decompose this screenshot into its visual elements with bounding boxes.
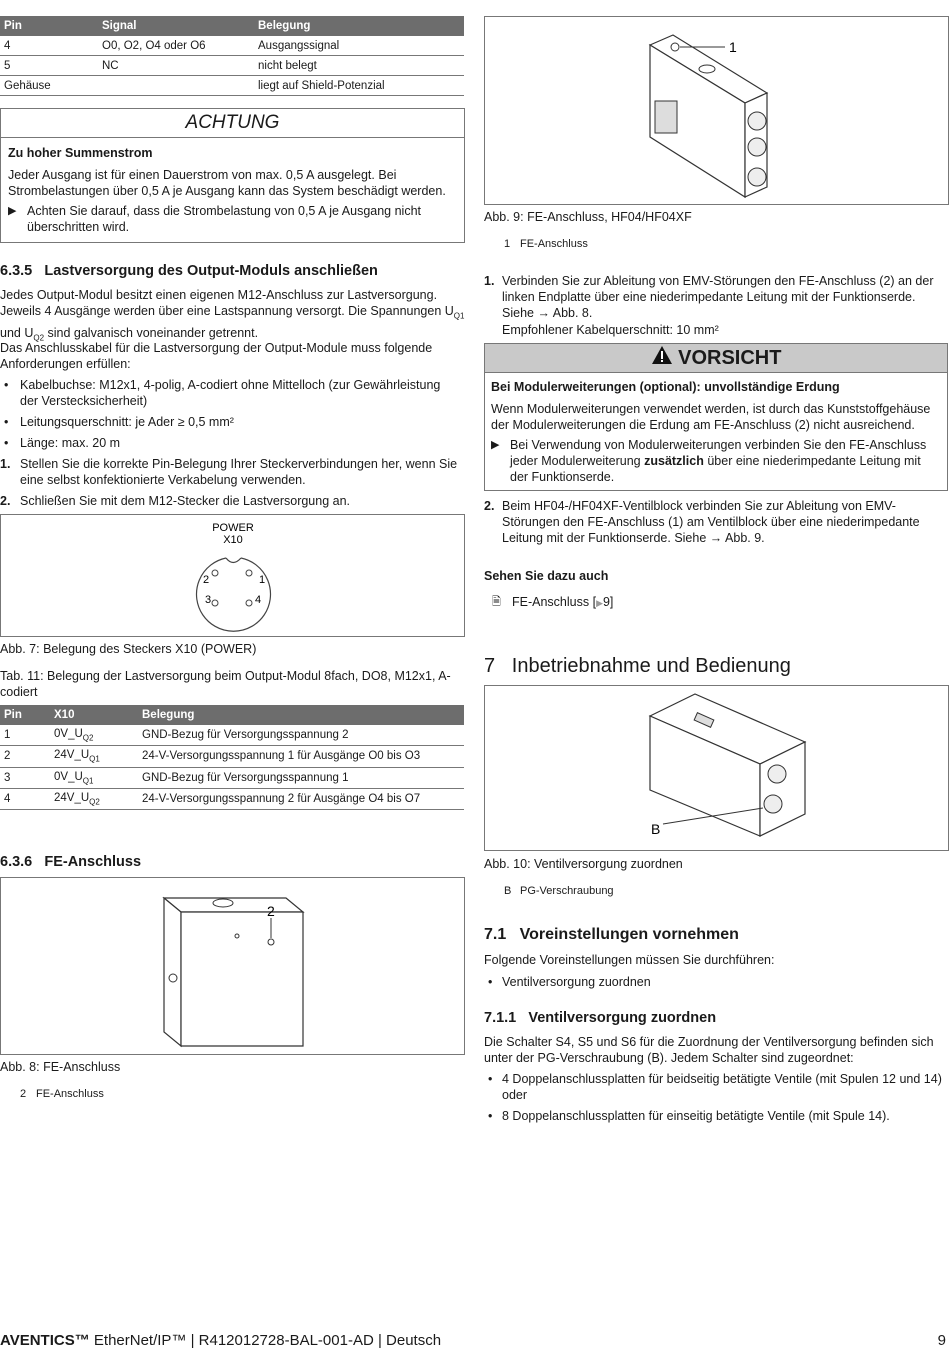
subscript: Q2	[89, 797, 100, 807]
pin-hole	[246, 570, 252, 576]
document-icon: 🗎	[492, 596, 501, 608]
chapter-number: 7	[484, 655, 496, 677]
list-item: 8 Doppelanschlussplatten für einseitig betätigte Ventile (mit Spule 14).	[502, 1109, 890, 1123]
step-text: Empfohlener Kabelquerschnitt: 10 mm²	[502, 323, 719, 337]
section-title: Voreinstellungen vornehmen	[519, 926, 739, 943]
section-title: FE-Anschluss	[44, 854, 142, 870]
pin-header	[655, 101, 677, 133]
paragraph: Folgende Voreinstellungen müssen Sie durchführen:	[484, 953, 775, 967]
legend-number: 1	[504, 238, 511, 250]
notice-text: Wenn Modulerweiterungen verwendet werden, ist durch das Kunststoffgehäuse der Modulerweiterungen die Erdung am FE-Anschluss (2) nicht ausreichend.	[491, 402, 931, 432]
bullet-dot: •	[4, 436, 9, 450]
list-item: Länge: max. 20 m	[20, 436, 121, 450]
table-row	[0, 56, 464, 76]
section-title: Ventilversorgung zuordnen	[528, 1010, 717, 1026]
step-number: 1.	[484, 274, 495, 288]
notice-title: ACHTUNG	[1, 109, 464, 138]
page-footer	[0, 1332, 441, 1349]
bullet-dot: •	[488, 1109, 493, 1123]
table-cell: nicht belegt	[254, 56, 464, 76]
m12-port	[748, 112, 766, 130]
notice-action: Achten Sie darauf, dass die Strombelastung von 0,5 A je Ausgang nicht überschritten wird.	[27, 204, 422, 234]
callout-label: 2	[267, 903, 275, 919]
subscript: Q1	[89, 754, 100, 764]
table-header: Belegung	[254, 16, 464, 36]
step-text: Stellen Sie die korrekte Pin-Belegung Ihrer Steckerverbindungen her, wenn Sie eine selbst konfektionierte Verkabelung verwenden.	[20, 457, 458, 487]
table-header: X10	[50, 705, 138, 725]
bullet-dot: •	[488, 975, 493, 989]
table-cell: O0, O2, O4 oder O6	[98, 36, 254, 56]
section-heading	[0, 854, 141, 870]
pin-hole	[212, 600, 218, 606]
notice-title: VORSICHT	[678, 347, 782, 369]
subscript: Q2	[82, 733, 94, 743]
subscript: Q1	[82, 775, 94, 785]
notice-heading: Zu hoher Summenstrom	[8, 146, 153, 160]
page-number: 9	[937, 1332, 946, 1349]
paragraph: Die Schalter S4, S5 und S6 für die Zuordnung der Ventilversorgung befinden sich unter der PG-Verschraubung (B). Jedem Schalter sind zugeordnet:	[484, 1035, 934, 1065]
table-cell: Gehäuse	[0, 76, 98, 96]
bus-module-drawing	[485, 686, 948, 850]
legend-text: FE-Anschluss	[520, 238, 588, 250]
list-item: Kabelbuchse: M12x1, 4-polig, A-codiert ohne Mittelloch (zur Gewährleistung der Verstecksicherheit)	[20, 378, 441, 408]
list-item: Leitungsquerschnitt: je Ader ≥ 0,5 mm²	[20, 415, 234, 429]
table-header: Signal	[98, 16, 254, 36]
step-number: 2.	[484, 499, 495, 513]
table-cell: 5	[0, 56, 98, 76]
list-item: Ventilversorgung zuordnen	[502, 975, 651, 989]
m12-port	[748, 168, 766, 186]
pin-label: 3	[205, 594, 212, 606]
table-cell	[98, 76, 254, 96]
vorsicht-notice	[484, 343, 948, 491]
table-header-row	[0, 16, 464, 36]
footer-doc-info: EtherNet/IP™ | R412012728-BAL-001-AD | Deutsch	[89, 1332, 442, 1349]
table-cell	[50, 725, 138, 746]
step-text: Beim HF04-/HF04XF-Ventilblock verbinden Sie zur Ableitung von EMV-Störungen den FE-Anschluss (1) am Ventilblock über eine niederimpedante Leitung mit der Funktionserde. Siehe → Abb. 9.	[502, 499, 920, 545]
chapter-heading	[484, 655, 791, 678]
table-cell: 4	[0, 36, 98, 56]
text-run: Jedes Output-Modul besitzt einen eigenen M12-Anschluss zur Lastversorgung. Jeweils 4 Ausgänge werden über eine Lastspannung versorgt. Die Spannungen U	[0, 288, 454, 318]
table-cell	[50, 788, 138, 809]
pg-gland	[764, 795, 782, 813]
table-row	[0, 788, 464, 809]
table-cell	[50, 767, 138, 788]
subscript: Q2	[33, 333, 45, 342]
cell-text: 24V_U	[54, 749, 90, 762]
table-cell: 24-V-Versorgungsspannung 1 für Ausgänge O0 bis O3	[138, 746, 464, 767]
connector-key	[226, 558, 241, 563]
figure-caption: Abb. 9: FE-Anschluss, HF04/HF04XF	[484, 210, 692, 224]
table-row	[0, 767, 464, 788]
arrow-icon: ▶	[8, 205, 17, 217]
figure-connector-x10	[0, 514, 465, 637]
warning-triangle-icon	[651, 345, 673, 373]
legend-number: B	[504, 885, 512, 897]
see-also-heading: Sehen Sie dazu auch	[484, 569, 609, 583]
table-header: Belegung	[138, 705, 464, 725]
pin-table-x10	[0, 705, 464, 810]
paragraph	[0, 287, 466, 346]
table-cell: GND-Bezug für Versorgungsspannung 2	[138, 725, 464, 746]
m12-port	[768, 765, 786, 783]
plate-top	[164, 898, 303, 912]
cell-text: 0V_U	[54, 728, 83, 740]
cell-text: 0V_U	[54, 770, 83, 783]
legend-text: FE-Anschluss	[36, 1088, 104, 1100]
pin-hole	[212, 570, 218, 576]
table-row	[0, 746, 464, 767]
callout-label: 1	[729, 39, 737, 55]
section-number: 6.3.6	[0, 854, 33, 870]
figure-caption: Abb. 7: Belegung des Steckers X10 (POWER)	[0, 642, 257, 656]
chapter-title: Inbetriebnahme und Bedienung	[511, 655, 791, 677]
table-cell: 3	[0, 767, 50, 788]
endplate-drawing	[1, 878, 464, 1054]
step-text: Verbinden Sie zur Ableitung von EMV-Störungen den FE-Anschluss (2) an der linken Endplatte über eine niederimpedante Leitung mit der Funktionserde. Siehe → Abb. 8.	[502, 274, 934, 320]
valve-block-drawing	[485, 17, 948, 204]
notice-header	[485, 344, 947, 373]
bullet-dot: •	[4, 415, 9, 429]
pin-table-top	[0, 16, 464, 96]
m12-port	[748, 138, 766, 156]
pin-label: 2	[203, 574, 210, 586]
arrow-icon: ▶	[491, 439, 500, 451]
figure-valve-block	[484, 16, 949, 205]
notice-text: Jeder Ausgang ist für einen Dauerstrom von max. 0,5 A ausgelegt. Bei Strombelastungen über 0,5 A je Ausgang kann das System beschädigt werden.	[8, 168, 446, 198]
link-page: 9]	[602, 595, 614, 609]
list-item: 4 Doppelanschlussplatten für beidseitig betätigte Ventile (mit Spulen 12 und 14) oder	[502, 1072, 942, 1102]
table-cell: 1	[0, 725, 50, 746]
table-cell: GND-Bezug für Versorgungsspannung 1	[138, 767, 464, 788]
achtung-notice	[0, 108, 465, 243]
connector-label-power: POWER	[212, 522, 254, 534]
notice-action	[510, 437, 940, 485]
m12-connector-diagram	[1, 515, 464, 636]
bullet-dot: •	[488, 1072, 493, 1086]
figure-caption: Abb. 10: Ventilversorgung zuordnen	[484, 857, 683, 871]
table-header: Pin	[0, 705, 50, 725]
table-cell: 2	[0, 746, 50, 767]
table-row	[0, 36, 464, 56]
bullet-dot: •	[4, 378, 9, 392]
text-run-bold: zusätzlich	[644, 454, 704, 468]
text-run: und U	[0, 325, 34, 340]
text-run: sind galvanisch voneinander getrennt.	[44, 325, 259, 340]
subscript: Q1	[453, 311, 465, 321]
section-number: 7.1	[484, 926, 507, 943]
figure-valve-supply	[484, 685, 949, 851]
table-header-row	[0, 705, 464, 725]
figure-caption: Abb. 8: FE-Anschluss	[0, 1060, 121, 1074]
section-title: Lastversorgung des Output-Moduls anschließen	[44, 263, 378, 279]
table-cell: Ausgangssignal	[254, 36, 464, 56]
pin-hole	[246, 600, 252, 606]
step-number: 2.	[0, 494, 11, 508]
cell-text: 24V_U	[54, 791, 90, 804]
legend-number: 2	[20, 1088, 27, 1100]
text-run: Bei Verwendung von Modulerweiterungen verbinden Sie den FE-Anschluss jeder Modulerweiterung	[510, 438, 927, 468]
link-text: FE-Anschluss [	[512, 595, 597, 609]
connector-label-x10: X10	[223, 534, 243, 546]
step-number: 1.	[0, 457, 11, 471]
table-cell: NC	[98, 56, 254, 76]
table-row	[0, 76, 464, 96]
section-number: 6.3.5	[0, 263, 33, 279]
table-caption: Tab. 11: Belegung der Lastversorgung beim Output-Modul 8fach, DO8, M12x1, A-codiert	[0, 669, 451, 699]
plate-front	[181, 912, 303, 1046]
pin-label: 4	[255, 594, 262, 606]
table-row	[0, 725, 464, 746]
table-header: Pin	[0, 16, 98, 36]
legend-text: PG-Verschraubung	[520, 885, 614, 897]
play-icon: ▶	[596, 598, 603, 608]
table-cell: 4	[0, 788, 50, 809]
table-cell: liegt auf Shield-Potenzial	[254, 76, 464, 96]
callout-label: B	[651, 821, 661, 837]
notice-heading: Bei Modulerweiterungen (optional): unvollständige Erdung	[491, 380, 840, 394]
see-also-link[interactable]	[512, 594, 613, 611]
plate-left	[164, 898, 181, 1046]
paragraph: Das Anschlusskabel für die Lastversorgung der Output-Module muss folgende Anforderungen erfüllen:	[0, 341, 433, 371]
section-number: 7.1.1	[484, 1010, 517, 1026]
table-cell	[50, 746, 138, 767]
brand-name: AVENTICS™	[0, 1332, 90, 1349]
figure-fe-terminal	[0, 877, 465, 1055]
table-cell: 24-V-Versorgungsspannung 2 für Ausgänge O4 bis O7	[138, 788, 464, 809]
section-heading	[484, 926, 739, 944]
text-run: über eine niederimpedante Leitung mit der Funktionserde.	[510, 454, 921, 484]
section-heading	[484, 1010, 716, 1026]
pin-label: 1	[259, 574, 266, 586]
section-heading	[0, 263, 378, 279]
step-text: Schließen Sie mit dem M12-Stecker die Lastversorgung an.	[20, 494, 351, 508]
